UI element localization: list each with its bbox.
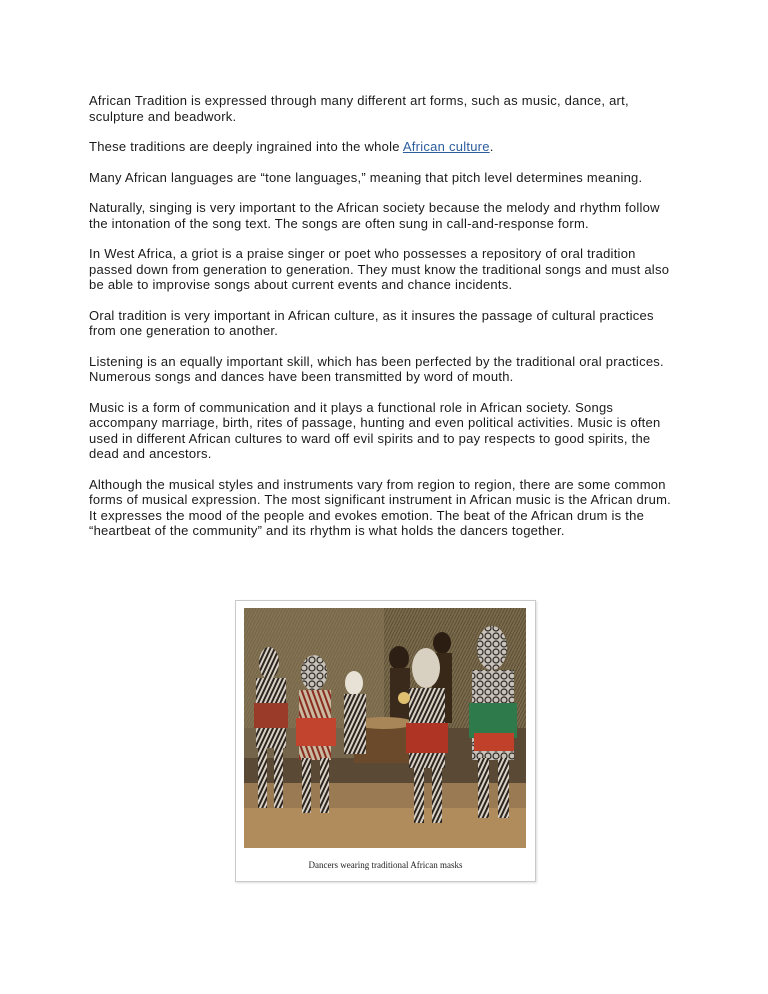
- paragraph-music-communication: Music is a form of communication and it plays a functional role in African society. Songs accompany marriage, birth, rites of passage, hunting and even political activities. Music is often used in different African cultures to ward off evil spirits and to pay respects to good spirits, the dead and ancestors.: [89, 399, 661, 461]
- paragraph-traditions: [89, 139, 681, 155]
- paragraph-drum: Although the musical styles and instruments vary from region to region, there are some common forms of musical expression. The most significant instrument in African music is the African drum. It expresses the mood of the people and evokes emotion. The beat of the African drum is the “heartbeat of the community” and its rhythm is what holds the dancers together.: [89, 476, 672, 538]
- dancers-photo: [244, 608, 526, 848]
- paragraph-art-forms: African Tradition is expressed through many different art forms, such as music, dance, art, sculpture and beadwork.: [89, 93, 629, 124]
- paragraph-griot: In West Africa, a griot is a praise singer or poet who possesses a repository of oral tradition passed down from generation to generation. They must know the traditional songs and must also be able to improvise songs about current events and chance incidents.: [89, 246, 670, 292]
- paragraph-listening: Listening is an equally important skill, which has been perfected by the traditional oral practices. Numerous songs and dances have been transmitted by word of mouth.: [89, 353, 664, 384]
- figure-caption: Dancers wearing traditional African masks: [308, 860, 463, 870]
- paragraph-traditions-text: These traditions are deeply ingrained into the whole: [89, 139, 403, 154]
- paragraph-tone-languages: Many African languages are “tone languages,” meaning that pitch level determines meaning.: [89, 169, 643, 185]
- paragraph-oral-tradition: Oral tradition is very important in African culture, as it insures the passage of cultural practices from one generation to another.: [89, 307, 654, 338]
- african-culture-link[interactable]: African culture: [402, 139, 490, 154]
- document-body: [89, 93, 681, 554]
- paragraph-traditions-end: .: [489, 139, 494, 154]
- paragraph-singing: Naturally, singing is very important to the African society because the melody and rhythm follow the intonation of the song text. The songs are often sung in call-and-response form.: [89, 200, 660, 231]
- photo-figure: [235, 600, 536, 882]
